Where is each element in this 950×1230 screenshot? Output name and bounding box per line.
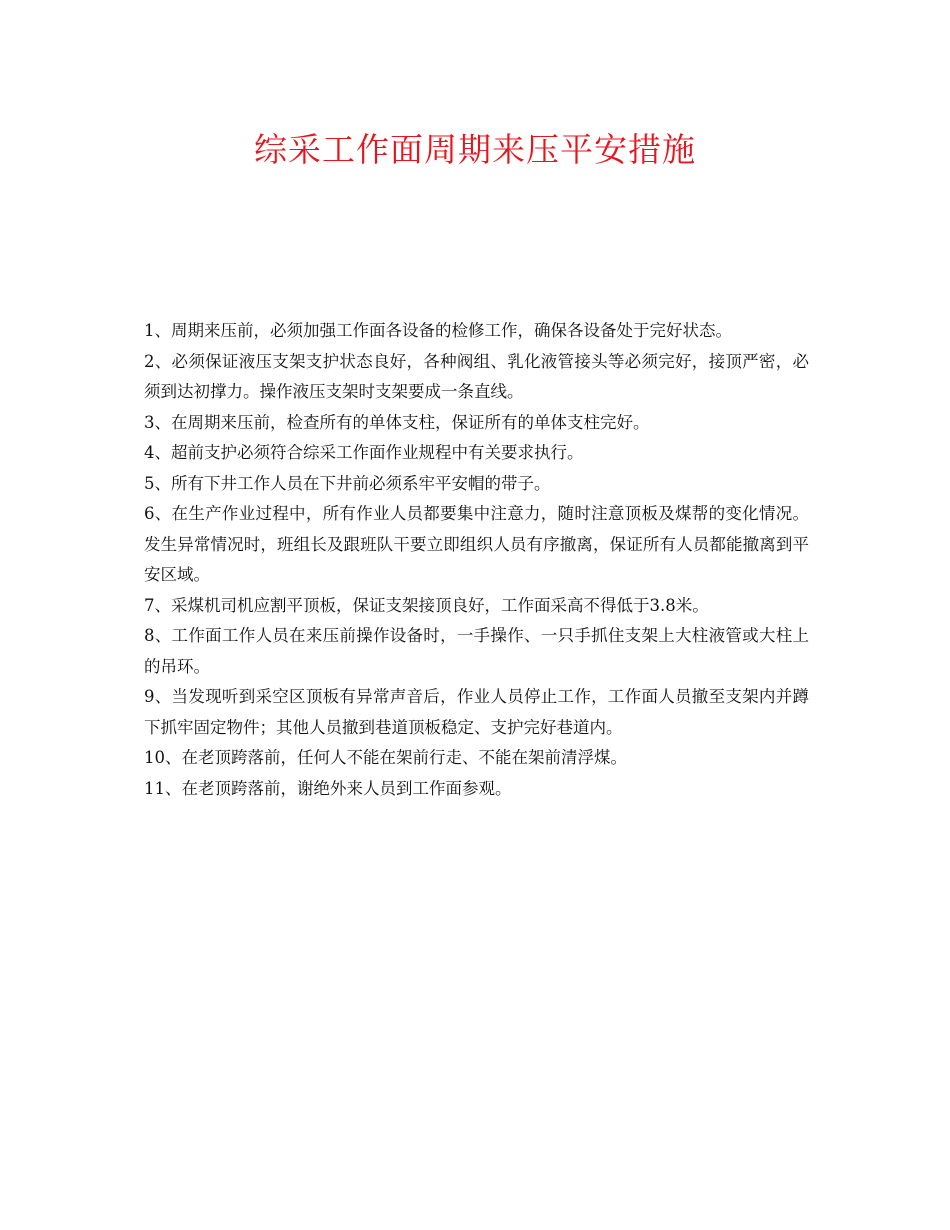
list-item: 2、必须保证液压支架支护状态良好，各种阀组、乳化液管接头等必须完好，接顶严密，必须到达初撑力。操作液压支架时支架要成一条直线。	[144, 351, 809, 401]
list-item: 4、超前支护必须符合综采工作面作业规程中有关要求执行。	[144, 443, 584, 462]
list-item: 8、工作面工作人员在来压前操作设备时，一手操作、一只手抓住支架上大柱液管或大柱上的吊环。	[144, 626, 809, 676]
list-item: 3、在周期来压前，检查所有的单体支柱，保证所有的单体支柱完好。	[144, 412, 650, 432]
page-title: 综采工作面周期来压平安措施	[254, 130, 696, 169]
list-item: 9、当发现听到采空区顶板有异常声音后，作业人员停止工作，工作面人员撤至支架内并蹲下抓牢固定物件；其他人员撤到巷道顶板稳定、支护完好巷道内。	[144, 687, 809, 737]
list-item: 7、采煤机司机应割平顶板，保证支架接顶良好，工作面采高不得低于3.8米。	[144, 595, 709, 615]
list-item: 6、在生产作业过程中，所有作业人员都要集中注意力，随时注意顶板及煤帮的变化情况。发生异常情况时，班组长及跟班队干要立即组织人员有序撤离，保证所有人员都能撤离到平安区域。	[144, 504, 809, 584]
list-item: 10、在老顶跨落前，任何人不能在架前行走、不能在架前清浮煤。	[144, 748, 627, 767]
measures-list	[144, 316, 809, 804]
list-item: 11、在老顶跨落前，谢绝外来人员到工作面参观。	[144, 778, 512, 798]
list-item: 1、周期来压前，必须加强工作面各设备的检修工作，确保各设备处于完好状态。	[144, 321, 732, 340]
list-item: 5、所有下井工作人员在下井前必须系牢平安帽的带子。	[144, 473, 551, 493]
